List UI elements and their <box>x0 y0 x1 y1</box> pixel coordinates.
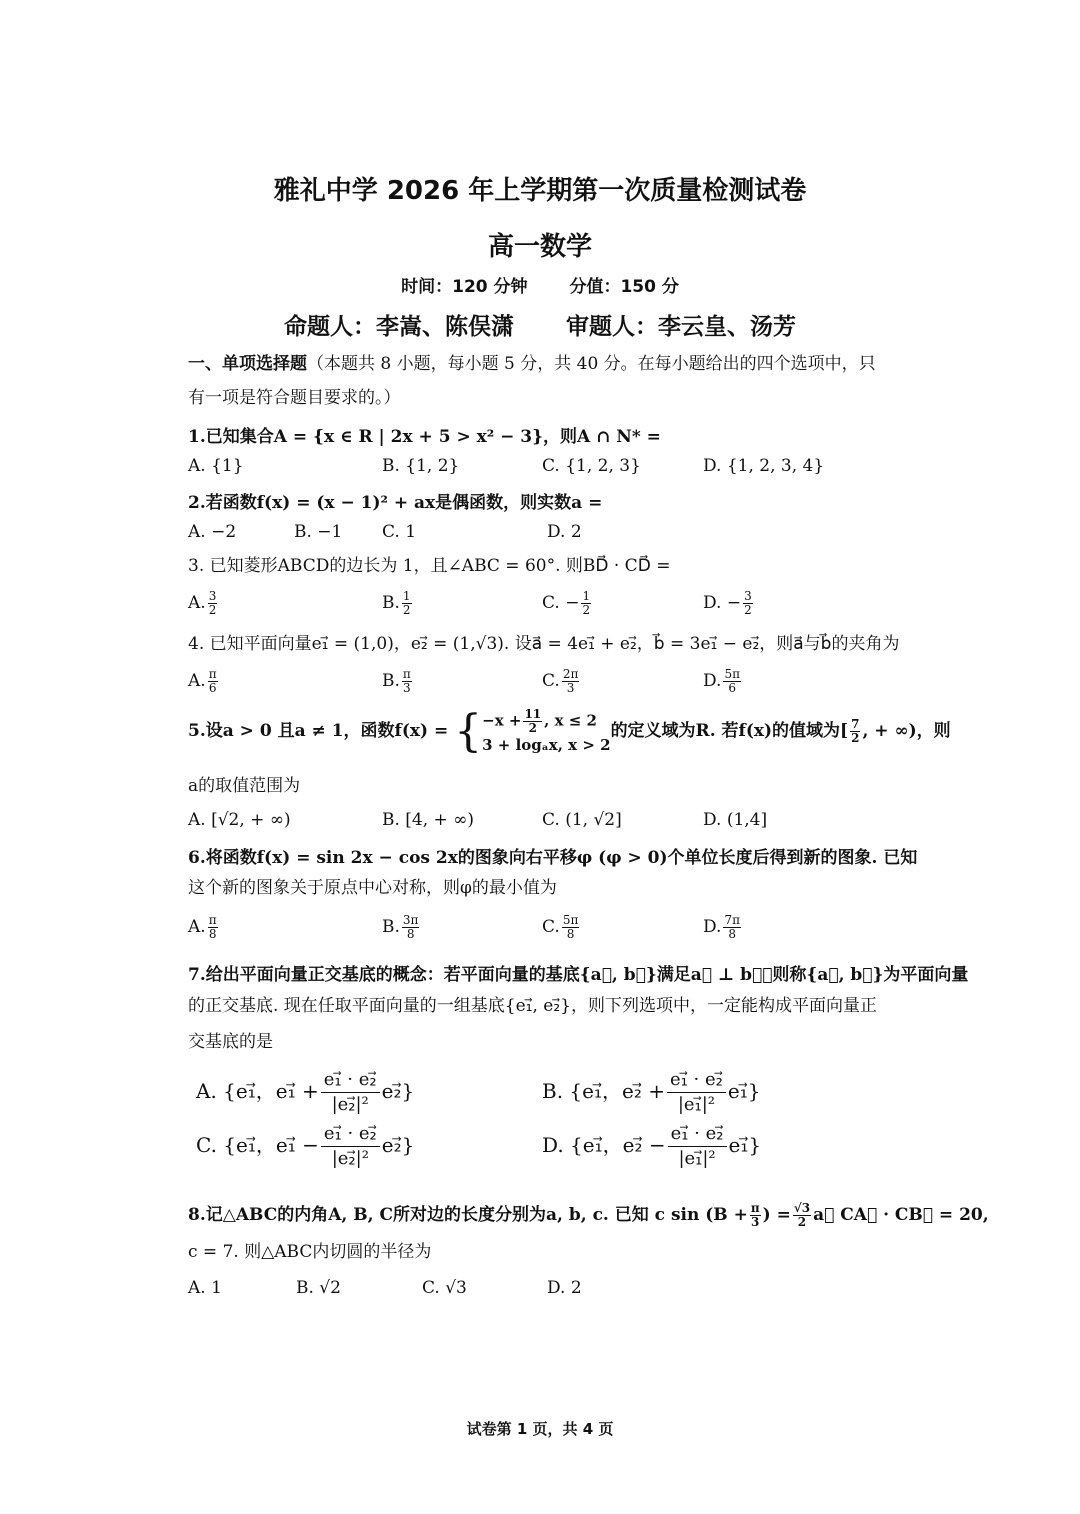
q7-a-fraction: $\frac{\text{e₁⃗ · e₂⃗}}{\text{|e₂⃗|²}}$ <box>321 1068 380 1117</box>
q4-b-fraction: $\frac{\pi}{3}$ <box>402 667 411 695</box>
q3-option-a: A. $\frac{3}{2}$ <box>188 589 217 617</box>
q5-range-fraction: $\frac{7}{2}$ <box>851 717 860 745</box>
page-footer: 试卷第 1 页，共 4 页 <box>466 1420 614 1438</box>
question-setter: 命题人：李嵩、陈俣潇 <box>283 314 514 340</box>
q1-option-c: C. {1, 2, 3} <box>542 456 641 476</box>
q6-option-c: C. $\frac{5\pi}{8}$ <box>542 913 579 941</box>
q4-d-fraction: $\frac{5\pi}{6}$ <box>724 667 740 695</box>
q3-option-d: D. − $\frac{3}{2}$ <box>703 589 752 617</box>
q5-case1: −x + $\frac{11}{2}$ , x ≤ 2 <box>482 707 597 735</box>
q8-sqrt-fraction: $\frac{√3}{2}$ <box>793 1201 811 1229</box>
q7-option-c: C. {e₁⃗，e₁⃗ − $\frac{\text{e₁⃗ · e₂⃗}}{\text{|e₂⃗|²}}$ e₂⃗} <box>196 1123 415 1169</box>
q4-option-a: A. $\frac{\pi}{6}$ <box>188 667 217 695</box>
q5-piecewise <box>454 705 611 757</box>
q2-option-b: B. −1 <box>294 522 343 542</box>
q1-option-b: B. {1, 2} <box>382 456 460 476</box>
q6-stem-line1: 6.将函数f(x) = sin 2x − cos 2x的图象向右平移φ (φ > 0)个单位长度后得到新的图象. 已知 <box>188 848 918 868</box>
q4-stem: 4. 已知平面向量e₁⃗ = (1,0)，e₂⃗ = (1,√3). 设a⃗ = 4e₁⃗ + e₂⃗，b⃗ = 3e₁⃗ − e₂⃗，则a⃗与b⃗的夹角为 <box>188 634 900 654</box>
left-brace-glyph: { <box>454 705 483 757</box>
q6-c-fraction: $\frac{5\pi}{8}$ <box>562 913 579 941</box>
q7-b-fraction: $\frac{\text{e₁⃗ · e₂⃗}}{\text{|e₁⃗|²}}$ <box>667 1068 726 1117</box>
q8-stem-line1: 8.记△ABC的内角A, B, C所对边的长度分别为a, b, c. 已知 c sin (B + $\frac{\pi}{3}$ ) = $\frac{√3}{2}$ a， CA⃗ · CB⃗ = 20, <box>188 1201 989 1229</box>
q5-option-b: B. [4, + ∞) <box>382 810 474 830</box>
q7-option-b: B. {e₁⃗，e₂⃗ + $\frac{\text{e₁⃗ · e₂⃗}}{\text{|e₁⃗|²}}$ e₁⃗} <box>542 1069 761 1115</box>
q7-c-fraction: $\frac{\text{e₁⃗ · e₂⃗}}{\text{|e₂⃗|²}}$ <box>321 1122 380 1171</box>
q8-option-d: D. 2 <box>547 1278 582 1298</box>
q2-option-d: D. 2 <box>547 522 582 542</box>
q3-option-c: C. − $\frac{1}{2}$ <box>542 589 591 617</box>
q5-option-a: A. [√2, + ∞) <box>188 810 291 830</box>
q7-stem-line3: 交基底的是 <box>188 1032 273 1052</box>
q5-case2: 3 + logₐx, x > 2 <box>482 736 611 754</box>
exam-info <box>0 272 1080 297</box>
q3-stem: 3. 已知菱形ABCD的边长为 1，且∠ABC = 60°. 则BD⃗ · CD⃗ = <box>188 556 671 576</box>
q2-option-c: C. 1 <box>382 522 417 542</box>
exam-authors <box>0 308 1080 341</box>
q1-stem: 1.已知集合A = {x ∈ R | 2x + 5 > x² − 3}，则A ∩ N* = <box>188 427 661 447</box>
q5-stem-line2: a的取值范围为 <box>188 776 301 796</box>
q5-option-c: C. (1, √2] <box>542 810 622 830</box>
q6-b-fraction: $\frac{3\pi}{8}$ <box>402 913 419 941</box>
q4-option-d: D. $\frac{5\pi}{6}$ <box>703 667 740 695</box>
q7-d-fraction: $\frac{\text{e₁⃗ · e₂⃗}}{\text{|e₁⃗|²}}$ <box>668 1122 727 1171</box>
q3-d-fraction: $\frac{3}{2}$ <box>744 589 752 617</box>
q4-c-fraction: $\frac{2\pi}{3}$ <box>562 667 579 695</box>
question-reviewer: 审题人：李云皇、汤芳 <box>566 314 796 340</box>
q8-option-b: B. √2 <box>296 1278 341 1298</box>
q2-stem: 2.若函数f(x) = (x − 1)² + ax是偶函数，则实数a = <box>188 493 603 513</box>
q4-option-c: C. $\frac{2\pi}{3}$ <box>542 667 579 695</box>
section-heading: 一、单项选择题 <box>188 354 307 374</box>
q6-stem-line2: 这个新的图象关于原点中心对称，则φ的最小值为 <box>188 878 557 898</box>
q7-stem-line1: 7.给出平面向量正交基底的概念：若平面向量的基底{a⃗, b⃗}满足a⃗ ⊥ b⃗，则称{a⃗, b⃗}为平面向量 <box>188 965 969 985</box>
exam-subject: 高一数学 <box>487 232 592 262</box>
q8-pi-fraction: $\frac{\pi}{3}$ <box>750 1201 760 1229</box>
q1-option-d: D. {1, 2, 3, 4} <box>703 456 825 476</box>
q3-a-fraction: $\frac{3}{2}$ <box>208 589 217 617</box>
q6-d-fraction: $\frac{7\pi}{8}$ <box>724 913 740 941</box>
q7-stem-line2: 的正交基底. 现在任取平面向量的一组基底{e₁⃗, e₂⃗}，则下列选项中，一定能构成平面向量正 <box>188 996 877 1016</box>
exam-title: 雅礼中学 2026 年上学期第一次质量检测试卷 <box>273 176 807 206</box>
q8-option-c: C. √3 <box>422 1278 467 1298</box>
q8-stem-line2: c = 7. 则△ABC内切圆的半径为 <box>188 1242 432 1262</box>
q4-option-b: B. $\frac{\pi}{3}$ <box>382 667 411 695</box>
section-intro-line1 <box>188 352 876 376</box>
section-intro-text: （本题共 8 小题，每小题 5 分，共 40 分。在每小题给出的四个选项中，只 <box>307 354 876 374</box>
q3-c-fraction: $\frac{1}{2}$ <box>582 589 591 617</box>
q8-option-a: A. 1 <box>188 1278 222 1298</box>
q2-option-a: A. −2 <box>188 522 237 542</box>
q3-b-fraction: $\frac{1}{2}$ <box>402 589 411 617</box>
section-intro-line2: 有一项是符合题目要求的。） <box>188 388 401 408</box>
q3-option-b: B. $\frac{1}{2}$ <box>382 589 411 617</box>
q7-option-d: D. {e₁⃗，e₂⃗ − $\frac{\text{e₁⃗ · e₂⃗}}{\text{|e₁⃗|²}}$ e₁⃗} <box>542 1123 762 1169</box>
q6-option-a: A. $\frac{\pi}{8}$ <box>188 913 217 941</box>
q6-option-b: B. $\frac{3\pi}{8}$ <box>382 913 419 941</box>
q4-a-fraction: $\frac{\pi}{6}$ <box>208 667 217 695</box>
q5-stem: 5.设a > 0 且a ≠ 1，函数f(x) = { −x + $\frac{11}{2}$ , x ≤ 2 3 + logₐx, x > 2 的定义域为R. 若f(x)的值域为[ $\frac{7}{2}$ , + ∞)，则 <box>188 705 951 757</box>
q7-option-a: A. {e₁⃗，e₁⃗ + $\frac{\text{e₁⃗ · e₂⃗}}{\text{|e₂⃗|²}}$ e₂⃗} <box>196 1069 415 1115</box>
q6-option-d: D. $\frac{7\pi}{8}$ <box>703 913 740 941</box>
exam-time: 时间：120 分钟 <box>401 277 528 297</box>
q1-option-a: A. {1} <box>188 456 244 476</box>
q6-a-fraction: $\frac{\pi}{8}$ <box>208 913 217 941</box>
exam-score: 分值：150 分 <box>569 277 679 297</box>
q5-option-d: D. (1,4] <box>703 810 768 830</box>
